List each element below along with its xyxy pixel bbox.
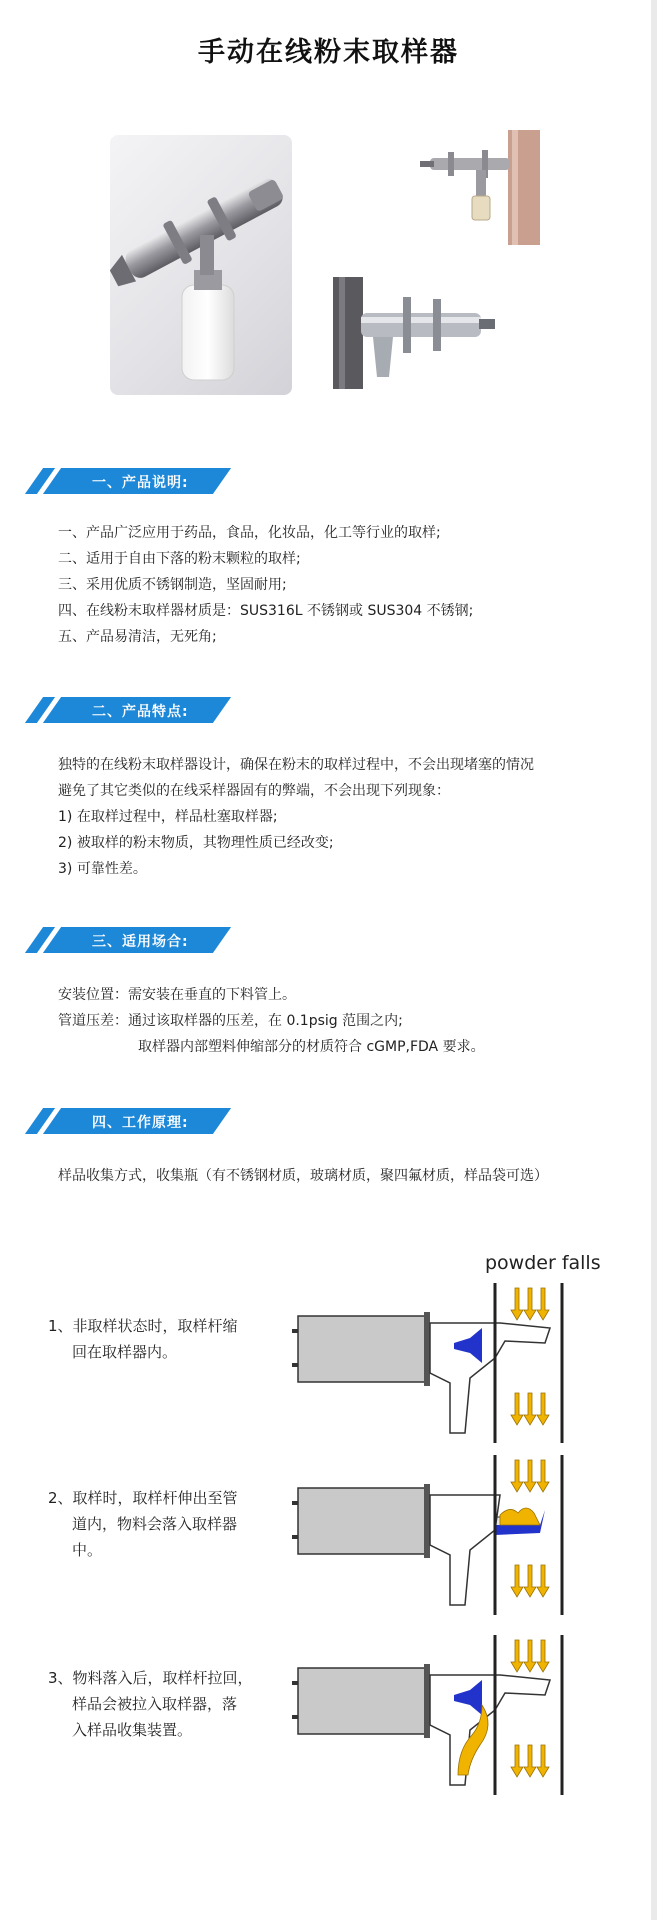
list-item: 3) 可靠性差。 [58, 861, 147, 877]
page-title: 手动在线粉末取样器 [198, 37, 459, 68]
product-photo-main [110, 135, 292, 395]
step-line: 入样品收集装置。 [72, 1721, 193, 1739]
list-item: 1) 在取样过程中，样品杜塞取样器; [58, 809, 278, 825]
list-item: 2) 被取样的粉末物质，其物理性质已经改变; [58, 835, 334, 851]
section-header-features [30, 697, 230, 723]
section-header-applications [30, 927, 230, 953]
section-heading: 三、适用场合: [92, 934, 189, 950]
step-line: 回在取样器内。 [72, 1343, 178, 1361]
principle-text [58, 1163, 548, 1189]
step-3-text [48, 1665, 253, 1743]
page-right-edge [651, 0, 657, 1920]
step-line: 道内，物料会落入取样器 [72, 1515, 238, 1533]
list-item: 二、适用于自由下落的粉末颗粒的取样; [58, 551, 301, 567]
list-item: 取样器内部塑料伸缩部分的材质符合 cGMP,FDA 要求。 [138, 1039, 485, 1055]
powder-falls-label: powder falls [485, 1252, 601, 1274]
section-header-principle [30, 1108, 230, 1134]
list-item: 三、采用优质不锈钢制造，坚固耐用; [58, 577, 287, 593]
list-item: 一、产品广泛应用于药品，食品，化妆品，化工等行业的取样; [58, 525, 441, 541]
list-item: 五、产品易清洁，无死角; [58, 629, 217, 645]
features-list [58, 752, 534, 882]
description-list [58, 520, 473, 650]
diagram-step-1 [290, 1283, 610, 1443]
list-item: 管道压差：通过该取样器的压差，在 0.1psig 范围之内; [58, 1013, 403, 1029]
list-item: 安装位置：需安装在垂直的下料管上。 [58, 987, 296, 1003]
list-item: 独特的在线粉末取样器设计，确保在粉末的取样过程中，不会出现堵塞的情况 [58, 757, 534, 773]
step-line: 样品会被拉入取样器，落 [72, 1695, 238, 1713]
applications-list [58, 982, 485, 1060]
diagram-step-3 [290, 1635, 610, 1795]
step-line: 中。 [72, 1541, 103, 1559]
step-2-text [48, 1485, 238, 1563]
step-line: 3、物料落入后，取样杆拉回， [48, 1669, 253, 1687]
step-line: 2、取样时，取样杆伸出至管 [48, 1489, 238, 1507]
list-item: 样品收集方式，收集瓶（有不锈钢材质，玻璃材质，聚四氟材质，样品袋可选） [58, 1168, 548, 1184]
section-heading: 二、产品特点: [92, 704, 189, 720]
section-header-description [30, 468, 230, 494]
step-line: 1、非取样状态时，取样杆缩 [48, 1317, 238, 1335]
list-item: 避免了其它类似的在线采样器固有的弊端，不会出现下列现象： [58, 783, 450, 799]
product-photo-installed [420, 130, 540, 245]
step-1-text [48, 1313, 238, 1365]
diagram-step-2 [290, 1455, 610, 1615]
section-heading: 四、工作原理: [92, 1115, 189, 1131]
list-item: 四、在线粉末取样器材质是：SUS316L 不锈钢或 SUS304 不锈钢; [58, 603, 474, 619]
product-photo-side [333, 277, 503, 389]
section-heading: 一、产品说明: [92, 475, 189, 491]
